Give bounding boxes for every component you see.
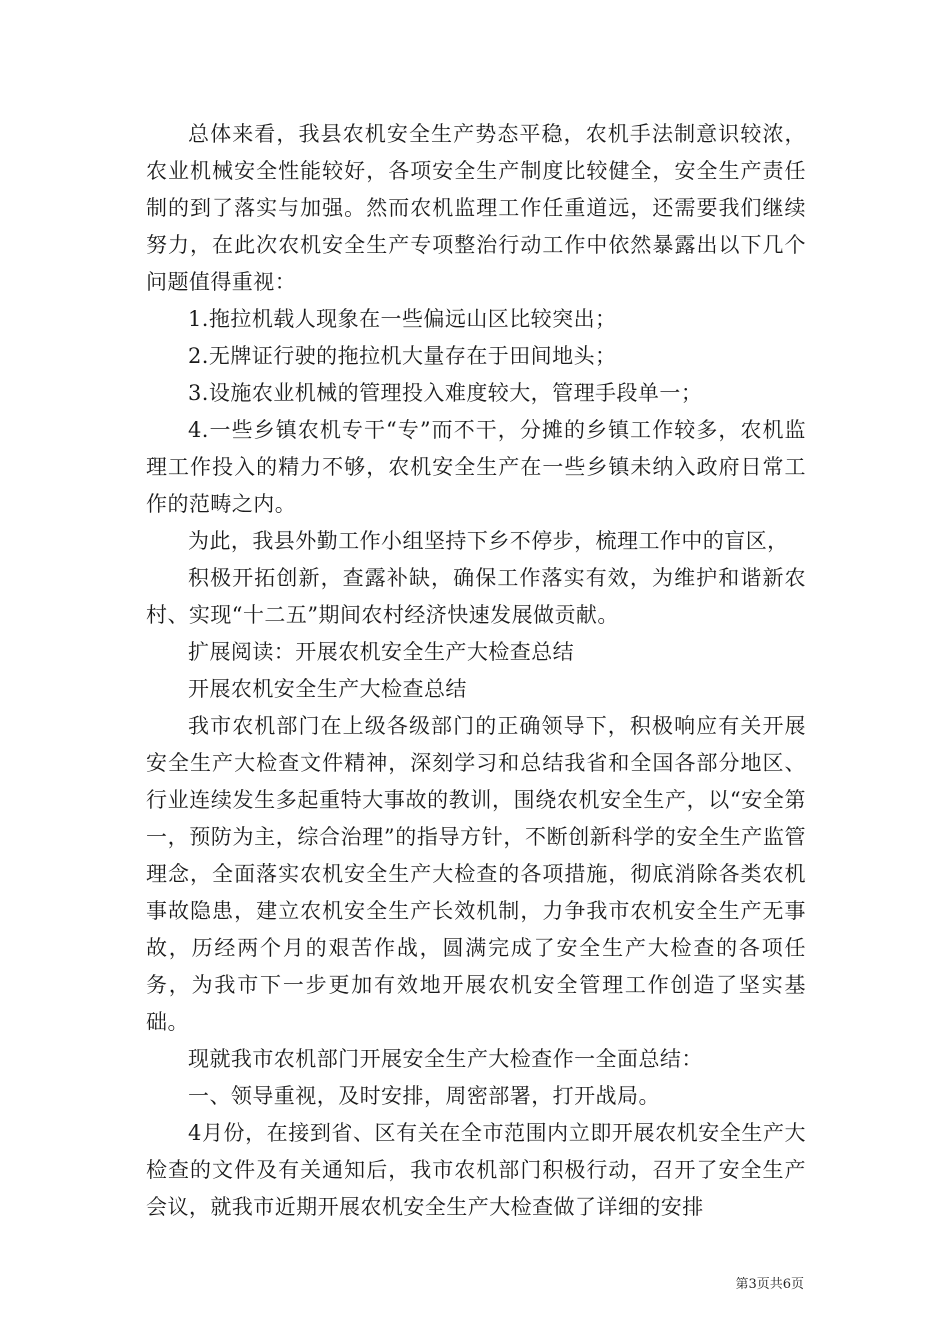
paragraph-april: 4月份，在接到省、区有关在全市范围内立即开展农机安全生产大检查的文件及有关通知后，我市农机部门积极行动，召开了安全生产会议，就我市近期开展农机安全生产大检查做了详细的安排 (146, 1121, 806, 1219)
list-item-2: 2.无牌证行驶的拖拉机大量存在于田间地头； (188, 344, 617, 368)
paragraph-conclusion-2: 积极开拓创新，查露补缺，确保工作落实有效，为维护和谐新农村、实现“十二五”期间农村经济快速发展做贡献。 (146, 566, 806, 627)
extended-reading-heading: 扩展阅读：开展农机安全生产大检查总结 (188, 640, 575, 664)
paragraph-summary: 总体来看，我县农机安全生产势态平稳，农机手法制意识较浓，农业机械安全性能较好，各项安全生产制度比较健全，安全生产责任制的到了落实与加强。然而农机监理工作任重道远，还需要我们继续努力，在此次农机安全生产专项整治行动工作中依然暴露出以下几个问题值得重视： (146, 122, 806, 294)
document-body (146, 116, 806, 1226)
paragraph-summary-lead: 现就我市农机部门开展安全生产大检查作一全面总结： (188, 1047, 703, 1071)
list-item-3: 3.设施农业机械的管理投入难度较大，管理手段单一； (188, 381, 703, 405)
section-title: 开展农机安全生产大检查总结 (188, 677, 467, 701)
paragraph-intro: 我市农机部门在上级各级部门的正确领导下，积极响应有关开展安全生产大检查文件精神，深刻学习和总结我省和全国各部分地区、行业连续发生多起重特大事故的教训，围绕农机安全生产，以“安全第一，预防为主，综合治理”的指导方针，不断创新科学的安全生产监管理念，全面落实农机安全生产大检查的各项措施，彻底消除各类农机事故隐患，建立农机安全生产长效机制，力争我市农机安全生产无事故，历经两个月的艰苦作战，圆满完成了安全生产大检查的各项任务，为我市下一步更加有效地开展农机安全管理工作创造了坚实基础。 (146, 714, 806, 1034)
section-heading-1: 一、领导重视，及时安排，周密部署，打开战局。 (188, 1084, 660, 1108)
list-item-1: 1.拖拉机载人现象在一些偏远山区比较突出； (188, 307, 617, 331)
list-item-4: 4.一些乡镇农机专干“专”而不干，分摊的乡镇工作较多，农机监理工作投入的精力不够，农机安全生产在一些乡镇未纳入政府日常工作的范畴之内。 (146, 418, 806, 516)
page-footer (0, 1275, 950, 1295)
page-number: 第3页共6页 (735, 1277, 804, 1292)
paragraph-conclusion-1: 为此，我县外勤工作小组坚持下乡不停步，梳理工作中的盲区， (188, 529, 789, 553)
